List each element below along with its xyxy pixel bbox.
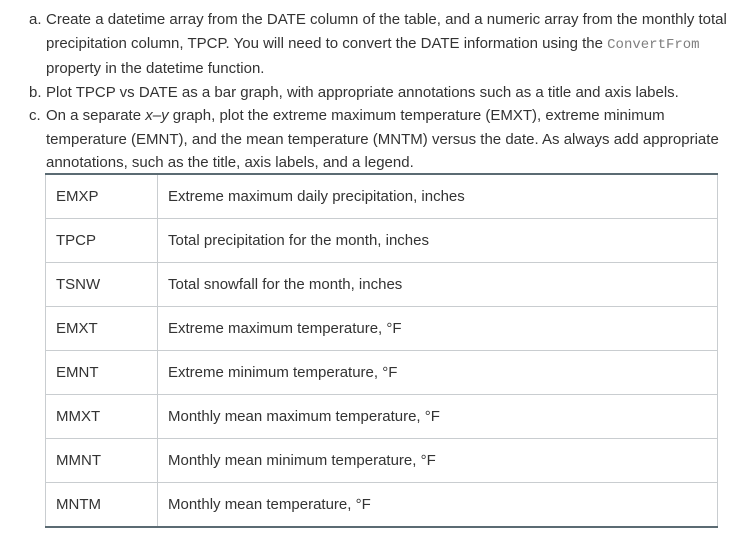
instruction-c-italic: x–y — [145, 107, 169, 124]
table-row — [46, 263, 718, 307]
table-row — [46, 395, 718, 439]
abbr-cell: TSNW — [46, 263, 158, 307]
abbr-cell: MMXT — [46, 395, 158, 439]
table-row — [46, 483, 718, 528]
item-marker-b: b. — [29, 83, 42, 101]
abbr-cell: MMNT — [46, 439, 158, 483]
code-convertfrom: ConvertFrom — [607, 36, 700, 53]
table-row — [46, 351, 718, 395]
description-cell: Extreme minimum temperature, °F — [158, 351, 718, 395]
table-row — [46, 439, 718, 483]
item-marker-c: c. — [29, 107, 41, 124]
description-cell: Total snowfall for the month, inches — [158, 263, 718, 307]
abbr-cell: EMXP — [46, 174, 158, 219]
instruction-a-text-after: property in the datetime function. — [46, 60, 265, 77]
table-row — [46, 219, 718, 263]
description-cell: Monthly mean maximum temperature, °F — [158, 395, 718, 439]
instruction-c-text-before: On a separate — [46, 107, 142, 124]
instruction-item-c — [29, 104, 729, 175]
description-cell: Monthly mean minimum temperature, °F — [158, 439, 718, 483]
abbr-cell: TPCP — [46, 219, 158, 263]
instruction-text-b: Plot TPCP vs DATE as a bar graph, with appropriate annotations such as a title and axis labels. — [46, 83, 679, 101]
table-row — [46, 174, 718, 219]
description-cell: Total precipitation for the month, inches — [158, 219, 718, 263]
instruction-item-b — [29, 81, 729, 105]
instructions-list — [29, 8, 729, 175]
instruction-text-c — [46, 104, 729, 175]
instruction-c-text-after: graph, plot the extreme maximum temperature (EMXT), extreme minimum temperature (EMNT), and the mean temperature (MNTM) versus the date. As always add appropriate annotations, such as the title, axis labels, and a legend. — [46, 107, 719, 171]
instruction-item-a — [29, 8, 729, 81]
abbr-cell: EMNT — [46, 351, 158, 395]
definitions-table — [45, 173, 718, 528]
item-marker-a: a. — [29, 11, 42, 28]
abbr-cell: MNTM — [46, 483, 158, 528]
description-cell: Extreme maximum temperature, °F — [158, 307, 718, 351]
table-row — [46, 307, 718, 351]
instruction-text-a — [46, 8, 729, 81]
description-cell: Monthly mean temperature, °F — [158, 483, 718, 528]
instruction-a-text-before: Create a datetime array from the DATE column of the table, and a numeric array from the monthly total precipitation column, TPCP. You will need to convert the DATE information using the — [46, 11, 727, 52]
abbr-cell: EMXT — [46, 307, 158, 351]
description-cell: Extreme maximum daily precipitation, inches — [158, 174, 718, 219]
